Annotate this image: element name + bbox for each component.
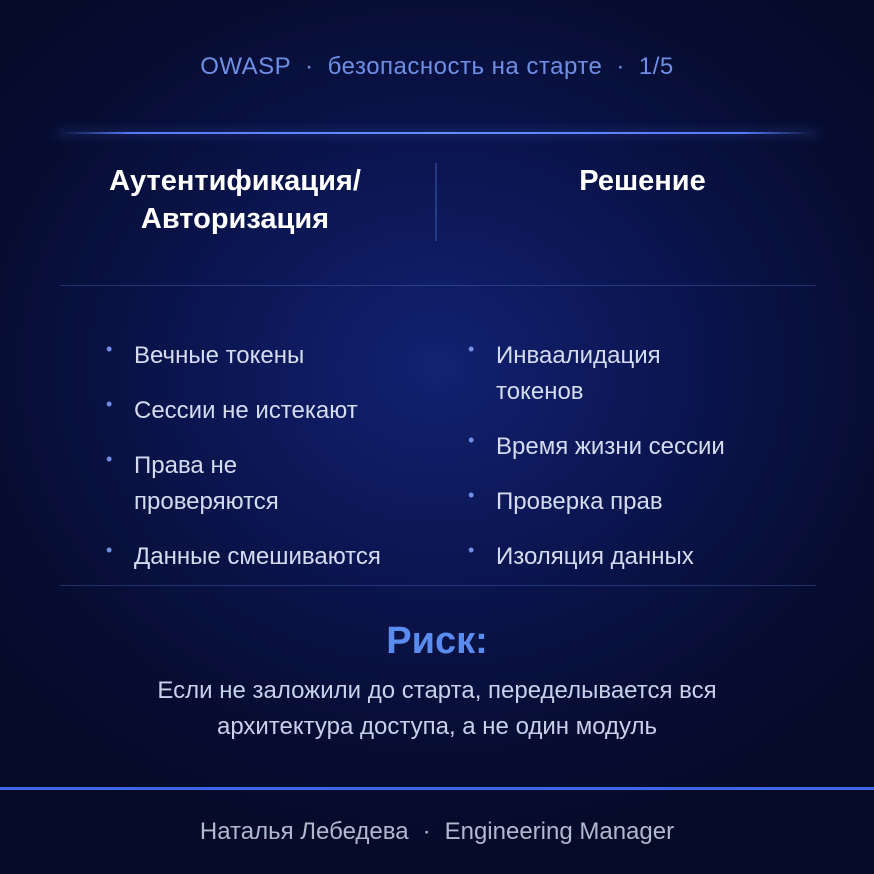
header-topic: безопасность на старте: [327, 53, 603, 80]
column-divider: [435, 163, 437, 241]
author-role: Engineering Manager: [444, 818, 675, 845]
bullet-icon: •: [106, 540, 113, 560]
list-item: [106, 448, 314, 520]
problem-text: Данные смешиваются: [134, 543, 381, 570]
bullet-icon: •: [106, 339, 113, 359]
problem-column-title-line2: Авторизация: [140, 203, 330, 235]
solution-text: Проверка прав: [496, 488, 663, 515]
bullet-icon: •: [106, 394, 113, 414]
solution-text: Инваалидация токенов: [496, 342, 661, 405]
solution-text: Изоляция данных: [496, 543, 694, 570]
risk-title: Риск:: [386, 620, 488, 662]
problem-list: [106, 338, 436, 575]
solution-list: [468, 338, 798, 575]
columns-header-divider: [60, 285, 816, 286]
header-separator-2: ·: [616, 53, 625, 80]
bullet-icon: •: [468, 430, 475, 450]
problem-column-title: [60, 162, 410, 238]
list-item: [106, 338, 436, 374]
problem-text: Сессии не истекают: [134, 397, 358, 424]
bullet-icon: •: [106, 449, 113, 469]
risk-text: Если не заложили до старта, переделывается вся архитектура доступа, а не один модуль: [157, 677, 717, 740]
footer-separator: ·: [422, 818, 431, 845]
author-name: Наталья Лебедева: [199, 818, 409, 845]
problem-text: Права не проверяются: [134, 452, 279, 515]
list-item: [468, 429, 798, 465]
header-divider: [55, 132, 819, 134]
list-item: [106, 393, 436, 429]
problem-column-title-line1: Аутентификация/: [109, 165, 361, 197]
header-source: OWASP: [200, 53, 292, 80]
list-item: [468, 539, 798, 575]
bullet-icon: •: [468, 339, 475, 359]
header-label: [0, 53, 874, 81]
list-item: [468, 338, 696, 410]
header-separator-1: ·: [305, 53, 314, 80]
bullet-icon: •: [468, 540, 475, 560]
list-item: [106, 539, 436, 575]
bullet-icon: •: [468, 485, 475, 505]
risk-divider: [60, 585, 816, 586]
page-number: 1/5: [638, 53, 674, 80]
list-item: [468, 484, 798, 520]
solution-text: Время жизни сессии: [496, 433, 725, 460]
footer-divider: [0, 787, 874, 790]
solution-column-title: Решение: [579, 165, 706, 197]
footer: [0, 818, 874, 846]
problem-text: Вечные токены: [134, 342, 305, 369]
